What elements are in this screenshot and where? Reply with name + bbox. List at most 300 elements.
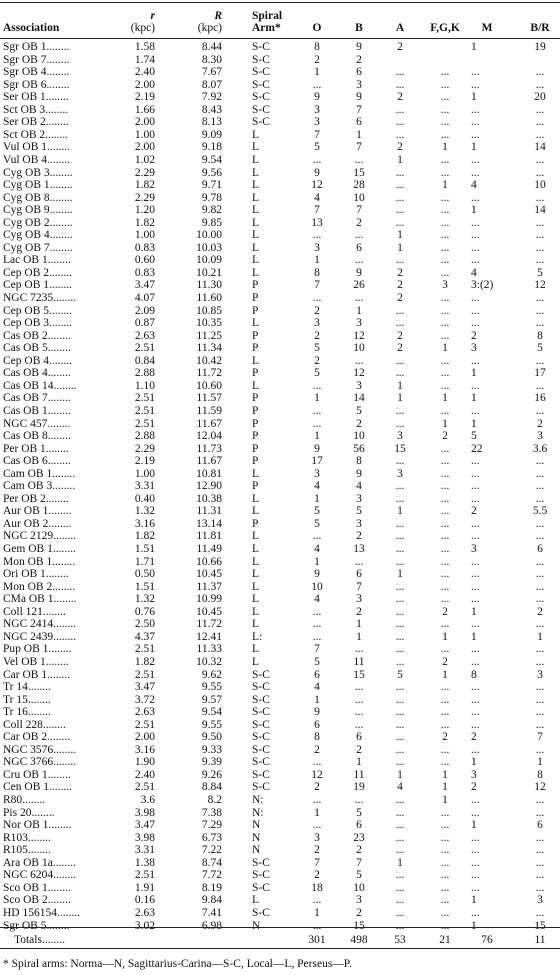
cell-a: ... — [395, 718, 405, 731]
cell-fgk: 2 — [442, 605, 448, 618]
cell-br: 5 — [537, 342, 543, 355]
cell-name: Tr 16........ — [3, 706, 51, 719]
cell-m: ... — [471, 593, 480, 606]
cell-name: HD 156154........ — [3, 906, 80, 919]
cell-fgk: ... — [440, 191, 450, 204]
table-row — [0, 493, 560, 506]
cell-name: Tr 15........ — [3, 693, 51, 706]
table-row — [0, 179, 560, 192]
cell-br: ... — [535, 241, 545, 254]
cell-o: 2 — [314, 354, 320, 367]
cell-m: 22 — [471, 442, 483, 455]
cell-name: Sgr OB 4........ — [3, 66, 70, 79]
cell-arm: P — [252, 430, 259, 443]
cell-big-r: 7.92 — [201, 91, 222, 104]
cell-arm: L — [252, 543, 260, 555]
header-fgk — [425, 22, 465, 34]
cell-br: ... — [535, 292, 545, 304]
cell-arm: L — [252, 229, 260, 242]
cell-m: ... — [471, 455, 480, 468]
cell-b: 7 — [356, 856, 362, 869]
cell-name: Cyg OB 1........ — [3, 179, 73, 192]
cell-m: 1 — [471, 894, 477, 907]
cell-r: 1.00 — [134, 229, 155, 242]
header-association — [3, 22, 59, 34]
cell-b: 6 — [356, 66, 362, 79]
cell-r: 1.00 — [134, 128, 155, 141]
cell-o: 3 — [314, 103, 320, 116]
table-row — [0, 643, 560, 656]
cell-br: 5 — [537, 266, 543, 279]
cell-fgk: ... — [440, 66, 450, 79]
table-row — [0, 79, 560, 92]
cell-name: Sct OB 3........ — [3, 103, 69, 116]
cell-o: 5 — [314, 517, 320, 530]
cell-arm: L — [252, 530, 260, 543]
cell-m: ... — [471, 480, 480, 493]
cell-name: NGC 2129........ — [3, 530, 77, 543]
table-row — [0, 907, 560, 920]
cell-m: 3:(2) — [471, 279, 494, 292]
cell-name: Per OB 2........ — [3, 492, 69, 505]
header-a-label: A — [395, 22, 405, 34]
cell-a: ... — [395, 128, 405, 141]
cell-a: ... — [395, 254, 405, 267]
cell-b: 6 — [356, 241, 362, 254]
cell-o: 5 — [314, 505, 320, 518]
table-row — [0, 807, 560, 820]
cell-big-r: 8.19 — [201, 881, 222, 894]
cell-b: 15 — [353, 668, 365, 681]
totals-rule — [0, 927, 560, 928]
cell-m: ... — [471, 241, 480, 254]
cell-arm: L — [252, 492, 260, 505]
cell-big-r: 11.37 — [196, 580, 222, 593]
cell-br: ... — [535, 618, 545, 631]
cell-br: 14 — [534, 204, 546, 217]
cell-fgk: ... — [440, 204, 450, 217]
cell-b: ... — [354, 153, 364, 166]
cell-big-r: 9.54 — [201, 153, 222, 166]
cell-big-r: 10.81 — [196, 467, 222, 480]
cell-name: Cas OB 2........ — [3, 329, 71, 342]
cell-name: Cep OB 3........ — [3, 317, 72, 330]
cell-br: 2 — [537, 605, 543, 618]
cell-m: ... — [471, 655, 480, 668]
cell-a: ... — [395, 216, 405, 229]
cell-o: ... — [312, 530, 322, 543]
cell-br: ... — [535, 831, 545, 844]
cell-m: 1 — [471, 367, 477, 380]
cell-name: Cas OB 7........ — [3, 392, 71, 405]
cell-name: Vul OB 1........ — [3, 141, 71, 154]
cell-o: 2 — [314, 869, 320, 882]
cell-name: Ser OB 1........ — [3, 91, 69, 104]
cell-b: 5 — [356, 806, 362, 819]
cell-r: 2.19 — [134, 91, 155, 104]
cell-arm: S-C — [252, 869, 270, 882]
cell-m: ... — [471, 530, 480, 543]
cell-big-r: 7.29 — [201, 819, 222, 832]
table-row — [0, 606, 560, 619]
cell-fgk: ... — [440, 241, 450, 254]
table-row — [0, 694, 560, 707]
cell-r: 2.00 — [134, 116, 155, 129]
cell-br: ... — [535, 254, 545, 267]
cell-m: 1 — [471, 630, 477, 643]
cell-a: ... — [395, 543, 405, 555]
cell-o: 2 — [314, 53, 320, 66]
cell-o: 6 — [314, 718, 320, 731]
cell-big-r: 10.09 — [196, 254, 222, 267]
cell-name: Aur OB 2........ — [3, 517, 72, 530]
cell-o: ... — [312, 292, 322, 304]
cell-name: NGC 3766........ — [3, 756, 77, 769]
cell-arm: S-C — [252, 103, 270, 116]
cell-fgk: ... — [440, 568, 450, 581]
cell-r: 3.6 — [140, 794, 155, 806]
cell-big-r: 10.00 — [196, 229, 222, 242]
cell-br: ... — [535, 317, 545, 330]
cell-arm: S-C — [252, 91, 270, 104]
cell-o: ... — [312, 919, 322, 932]
cell-o: 18 — [311, 881, 323, 894]
cell-r: 1.82 — [134, 530, 155, 543]
cell-name: Coll 121........ — [3, 605, 66, 618]
cell-a: ... — [395, 756, 405, 769]
cell-br: ... — [535, 480, 545, 493]
cell-b: 2 — [356, 530, 362, 543]
cell-arm: S-C — [252, 668, 270, 681]
cell-r: 4.07 — [134, 292, 155, 304]
cell-r: 2.29 — [134, 442, 155, 455]
header-big-r-unit: (kpc) — [197, 22, 222, 34]
cell-o: 5 — [314, 367, 320, 380]
header-spiral-arm — [252, 10, 282, 34]
cell-fgk: 1 — [442, 781, 448, 794]
table-row — [0, 468, 560, 481]
cell-br: ... — [535, 166, 545, 179]
cell-big-r: 10.38 — [196, 492, 222, 505]
cell-br: 5.5 — [532, 505, 548, 518]
cell-r: 3.16 — [134, 743, 155, 756]
cell-arm: P — [252, 342, 259, 355]
cell-big-r: 6.73 — [201, 831, 222, 844]
cell-m: ... — [471, 881, 480, 894]
cell-m: 4 — [471, 179, 477, 192]
cell-b: 10 — [353, 191, 365, 204]
table-row — [0, 781, 560, 794]
cell-r: 0.84 — [134, 354, 155, 367]
cell-arm: N: — [252, 806, 264, 819]
header-a — [388, 22, 412, 34]
totals-m: 76 — [481, 934, 493, 946]
header-spiral-arm-line2: Arm* — [252, 22, 281, 34]
cell-o: 7 — [314, 204, 320, 217]
cell-a: 2 — [397, 141, 403, 154]
table-row — [0, 342, 560, 355]
top-rule — [0, 2, 560, 3]
cell-r: 2.51 — [134, 404, 155, 417]
cell-br: ... — [535, 693, 545, 706]
cell-fgk: ... — [440, 455, 450, 468]
cell-name: Sgr OB 6........ — [3, 78, 70, 91]
cell-m: ... — [471, 693, 480, 706]
cell-big-r: 9.62 — [201, 668, 222, 681]
cell-fgk: ... — [440, 480, 450, 493]
cell-o: ... — [312, 794, 322, 806]
cell-arm: L — [252, 266, 260, 279]
cell-name: Sgr OB 7........ — [3, 53, 70, 66]
cell-r: 1.82 — [134, 179, 155, 192]
table-row — [0, 920, 560, 933]
cell-b: 2 — [356, 53, 362, 66]
cell-arm: S-C — [252, 731, 270, 744]
cell-b: 3 — [356, 593, 362, 606]
cell-r: 2.51 — [134, 643, 155, 656]
table-row — [0, 832, 560, 845]
cell-big-r: 12.41 — [196, 630, 222, 643]
cell-b: 6 — [356, 731, 362, 744]
cell-big-r: 10.45 — [196, 605, 222, 618]
cell-name: Pup OB 1........ — [3, 643, 72, 656]
cell-m: ... — [471, 618, 480, 631]
cell-a: ... — [395, 630, 405, 643]
cell-br: 3 — [537, 668, 543, 681]
cell-a: ... — [395, 354, 405, 367]
cell-name: Cas OB 1........ — [3, 404, 71, 417]
cell-name: Cam OB 1........ — [3, 467, 76, 480]
cell-name: Sco OB 1........ — [3, 881, 71, 894]
table-row — [0, 556, 560, 569]
cell-fgk: ... — [440, 78, 450, 91]
cell-fgk: 1 — [442, 342, 448, 355]
cell-big-r: 11.25 — [196, 329, 222, 342]
cell-arm: L — [252, 254, 260, 267]
cell-name: Sco OB 2........ — [3, 894, 71, 907]
cell-name: Cas OB 6........ — [3, 455, 71, 468]
cell-m: ... — [471, 317, 480, 330]
cell-br: ... — [535, 404, 545, 417]
cell-fgk: ... — [440, 881, 450, 894]
cell-b: ... — [354, 354, 364, 367]
cell-big-r: 11.67 — [196, 417, 222, 430]
cell-br: ... — [535, 455, 545, 468]
cell-a: ... — [395, 404, 405, 417]
cell-b: 9 — [356, 266, 362, 279]
cell-a: ... — [395, 492, 405, 505]
cell-o: 3 — [314, 831, 320, 844]
table-row — [0, 443, 560, 456]
cell-arm: N — [252, 919, 261, 932]
cell-a: ... — [395, 881, 405, 894]
totals-b: 498 — [350, 934, 368, 946]
cell-fgk: ... — [440, 681, 450, 694]
cell-br: 16 — [534, 392, 546, 405]
cell-m: 5 — [471, 430, 477, 443]
cell-a: 2 — [397, 41, 403, 53]
cell-name: Lac OB 1........ — [3, 254, 71, 267]
cell-br: ... — [535, 304, 545, 317]
cell-b: ... — [354, 706, 364, 719]
cell-fgk: ... — [440, 354, 450, 367]
cell-big-r: 6.98 — [201, 919, 222, 932]
cell-r: 1.51 — [134, 580, 155, 593]
cell-fgk: 1 — [442, 768, 448, 781]
table-row — [0, 392, 560, 405]
cell-big-r: 10.03 — [196, 241, 222, 254]
cell-a: ... — [395, 706, 405, 719]
cell-a: ... — [395, 643, 405, 656]
table-row — [0, 217, 560, 230]
cell-fgk: 2 — [442, 731, 448, 744]
cell-m: 1 — [471, 819, 477, 832]
cell-a: 2 — [397, 91, 403, 104]
cell-fgk: 1 — [442, 668, 448, 681]
table-row — [0, 104, 560, 117]
cell-big-r: 9.56 — [201, 166, 222, 179]
cell-fgk: ... — [440, 718, 450, 731]
cell-o: 1 — [314, 430, 320, 443]
cell-b: 1 — [356, 304, 362, 317]
cell-m: 1 — [471, 756, 477, 769]
cell-big-r: 9.85 — [201, 216, 222, 229]
cell-o: 3 — [314, 116, 320, 129]
cell-o: 10 — [311, 580, 323, 593]
cell-o: 9 — [314, 442, 320, 455]
cell-m: 1 — [471, 204, 477, 217]
cell-fgk: ... — [440, 505, 450, 518]
table-row — [0, 129, 560, 142]
cell-o: 2 — [314, 329, 320, 342]
cell-arm: P — [252, 517, 259, 530]
cell-b: 12 — [353, 367, 365, 380]
cell-name: Car OB 1........ — [3, 668, 71, 681]
table-row — [0, 141, 560, 154]
cell-r: 1.90 — [134, 756, 155, 769]
cell-arm: P — [252, 392, 259, 405]
cell-fgk: ... — [440, 103, 450, 116]
cell-m: 8 — [471, 668, 477, 681]
cell-r: 0.50 — [134, 568, 155, 581]
table-row — [0, 706, 560, 719]
cell-o: ... — [312, 819, 322, 832]
cell-r: 2.40 — [134, 66, 155, 79]
cell-o: 1 — [314, 492, 320, 505]
cell-arm: N — [252, 819, 261, 832]
cell-name: Cas OB 8........ — [3, 430, 71, 443]
cell-b: 9 — [356, 41, 362, 53]
table-row — [0, 618, 560, 631]
cell-a: ... — [395, 605, 405, 618]
cell-br: 1 — [537, 630, 543, 643]
cell-b: 14 — [353, 392, 365, 405]
cell-fgk: 2 — [442, 655, 448, 668]
cell-fgk: ... — [440, 329, 450, 342]
cell-b: 7 — [356, 141, 362, 154]
cell-arm: L — [252, 379, 260, 392]
cell-fgk: ... — [440, 593, 450, 606]
cell-br: ... — [535, 379, 545, 392]
cell-a: 2 — [397, 342, 403, 355]
cell-name: R105........ — [3, 844, 51, 857]
cell-fgk: ... — [440, 706, 450, 719]
cell-arm: S-C — [252, 743, 270, 756]
cell-arm: S-C — [252, 53, 270, 66]
cell-arm: P — [252, 480, 259, 493]
totals-row — [0, 934, 560, 947]
totals-a: 53 — [394, 934, 406, 946]
cell-name: Cep OB 5........ — [3, 304, 72, 317]
cell-fgk: ... — [440, 266, 450, 279]
header-b — [347, 22, 371, 34]
cell-arm: L — [252, 655, 260, 668]
cell-m: ... — [471, 191, 480, 204]
cell-m: ... — [471, 116, 480, 129]
cell-a: 2 — [397, 292, 403, 304]
cell-m: 3 — [471, 768, 477, 781]
cell-br: 3 — [537, 430, 543, 443]
cell-r: 3.02 — [134, 919, 155, 932]
table-row — [0, 66, 560, 79]
cell-r: 1.71 — [134, 555, 155, 568]
cell-name: Pis 20........ — [3, 806, 55, 819]
cell-big-r: 11.81 — [196, 530, 222, 543]
cell-o: ... — [312, 417, 322, 430]
cell-o: ... — [312, 756, 322, 769]
cell-m: ... — [471, 216, 480, 229]
cell-a: 4 — [397, 781, 403, 794]
cell-b: 2 — [356, 743, 362, 756]
cell-br: 6 — [537, 819, 543, 832]
cell-a: ... — [395, 919, 405, 932]
header-br-label: B/R — [530, 22, 550, 34]
cell-b: 11 — [353, 768, 365, 781]
cell-r: 2.51 — [134, 417, 155, 430]
cell-m: ... — [471, 254, 480, 267]
cell-br: 8 — [537, 329, 543, 342]
table-row — [0, 869, 560, 882]
cell-fgk: 1 — [442, 179, 448, 192]
cell-m: ... — [471, 304, 480, 317]
cell-big-r: 9.78 — [201, 191, 222, 204]
cell-big-r: 10.32 — [196, 655, 222, 668]
table-row — [0, 116, 560, 129]
cell-name: NGC 6204........ — [3, 869, 77, 882]
cell-a: ... — [395, 618, 405, 631]
table-row — [0, 405, 560, 418]
cell-arm: L — [252, 580, 260, 593]
cell-big-r: 7.38 — [201, 806, 222, 819]
cell-arm: S-C — [252, 693, 270, 706]
cell-arm: L — [252, 216, 260, 229]
cell-m: ... — [471, 844, 480, 857]
cell-br: 7 — [537, 731, 543, 744]
cell-b: 5 — [356, 505, 362, 518]
header-o — [305, 22, 329, 34]
cell-big-r: 9.55 — [201, 718, 222, 731]
cell-b: 6 — [356, 819, 362, 832]
cell-name: NGC 457........ — [3, 417, 71, 430]
cell-b: 7 — [356, 103, 362, 116]
cell-big-r: 11.57 — [196, 392, 222, 405]
cell-br: 1 — [537, 756, 543, 769]
cell-name: Nor OB 1........ — [3, 819, 72, 832]
table-row — [0, 681, 560, 694]
cell-m: ... — [471, 379, 480, 392]
cell-o: ... — [312, 379, 322, 392]
cell-big-r: 8.84 — [201, 781, 222, 794]
